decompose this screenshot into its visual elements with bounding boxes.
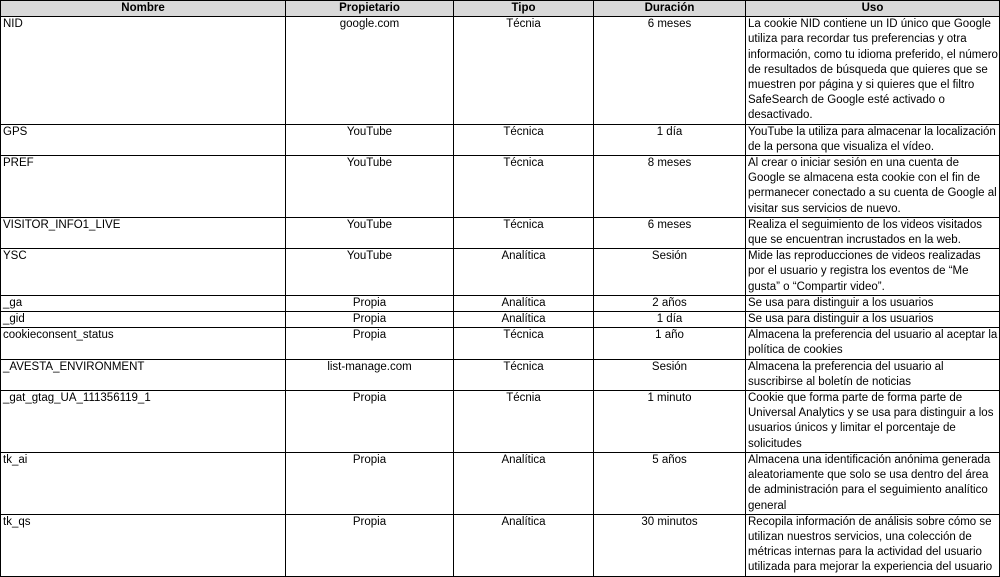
- cell-name: YSC: [1, 249, 286, 296]
- cell-duration: Sesión: [594, 359, 746, 390]
- cell-duration: 5 años: [594, 452, 746, 514]
- table-row: [1, 514, 1000, 576]
- cell-name: _ga: [1, 295, 286, 311]
- header-owner: Propietario: [286, 1, 454, 17]
- cell-type: Técnia: [454, 391, 594, 453]
- cell-type: Técnica: [454, 156, 594, 218]
- cell-duration: 1 año: [594, 328, 746, 359]
- cell-owner: Propia: [286, 514, 454, 576]
- table-row: [1, 249, 1000, 296]
- cell-name: GPS: [1, 124, 286, 155]
- cell-duration: 1 día: [594, 312, 746, 328]
- cell-use: Almacena la preferencia del usuario al aceptar la política de cookies: [746, 328, 1000, 359]
- cell-use: Se usa para distinguir a los usuarios: [746, 312, 1000, 328]
- cell-owner: YouTube: [286, 124, 454, 155]
- cell-type: Técnica: [454, 328, 594, 359]
- cell-type: Analítica: [454, 452, 594, 514]
- cell-owner: google.com: [286, 17, 454, 124]
- table-row: [1, 359, 1000, 390]
- table-row: [1, 156, 1000, 218]
- table-row: [1, 217, 1000, 248]
- cell-duration: 2 años: [594, 295, 746, 311]
- cell-name: PREF: [1, 156, 286, 218]
- cell-use: Cookie que forma parte de forma parte de Universal Analytics y se usa para distinguir a los usuarios únicos y limitar el porcentaje de solicitudes: [746, 391, 1000, 453]
- cell-name: VISITOR_INFO1_LIVE: [1, 217, 286, 248]
- table-row: [1, 328, 1000, 359]
- cell-owner: Propia: [286, 312, 454, 328]
- header-type: Tipo: [454, 1, 594, 17]
- cell-name: _gid: [1, 312, 286, 328]
- cell-duration: 8 meses: [594, 156, 746, 218]
- cell-owner: Propia: [286, 452, 454, 514]
- cell-duration: 6 meses: [594, 217, 746, 248]
- cell-type: Analítica: [454, 295, 594, 311]
- cell-owner: YouTube: [286, 156, 454, 218]
- cell-duration: Sesión: [594, 249, 746, 296]
- cell-owner: YouTube: [286, 217, 454, 248]
- cell-type: Técnica: [454, 124, 594, 155]
- cell-owner: YouTube: [286, 249, 454, 296]
- table-row: [1, 124, 1000, 155]
- table-header-row: [1, 1, 1000, 17]
- cell-duration: 6 meses: [594, 17, 746, 124]
- cell-owner: Propia: [286, 391, 454, 453]
- cell-name: _AVESTA_ENVIRONMENT: [1, 359, 286, 390]
- cell-use: La cookie NID contiene un ID único que Google utiliza para recordar tus preferencias y otra información, como tu idioma preferido, el número de resultados de búsqueda que quieres que se muestren por página y si quieres que el filtro SafeSearch de Google esté activado o desactivado.: [746, 17, 1000, 124]
- cell-type: Técnia: [454, 17, 594, 124]
- cell-type: Analítica: [454, 312, 594, 328]
- table-row: [1, 17, 1000, 124]
- cell-type: Técnica: [454, 359, 594, 390]
- header-duration: Duración: [594, 1, 746, 17]
- cell-duration: 1 día: [594, 124, 746, 155]
- cell-name: _gat_gtag_UA_111356119_1: [1, 391, 286, 453]
- cell-duration: 30 minutos: [594, 514, 746, 576]
- cell-use: Al crear o iniciar sesión en una cuenta de Google se almacena esta cookie con el fin de permanecer conectado a su cuenta de Google al visitar sus servicios de nuevo.: [746, 156, 1000, 218]
- cell-use: Almacena la preferencia del usuario al suscribirse al boletín de noticias: [746, 359, 1000, 390]
- cell-name: tk_qs: [1, 514, 286, 576]
- cell-use: Recopila información de análisis sobre cómo se utilizan nuestros servicios, una colección de métricas internas para la actividad del usuario utilizada para mejorar la experiencia del usuario: [746, 514, 1000, 576]
- cell-use: Almacena una identificación anónima generada aleatoriamente que solo se usa dentro del área de administración para el seguimiento analítico general: [746, 452, 1000, 514]
- cell-type: Analítica: [454, 514, 594, 576]
- cell-type: Técnica: [454, 217, 594, 248]
- cell-use: Realiza el seguimiento de los videos visitados que se encuentran incrustados en la web.: [746, 217, 1000, 248]
- cell-name: cookieconsent_status: [1, 328, 286, 359]
- table-row: [1, 452, 1000, 514]
- cell-owner: Propia: [286, 295, 454, 311]
- header-name: Nombre: [1, 1, 286, 17]
- cell-name: NID: [1, 17, 286, 124]
- table-row: [1, 391, 1000, 453]
- cell-owner: Propia: [286, 328, 454, 359]
- table-row: [1, 295, 1000, 311]
- header-use: Uso: [746, 1, 1000, 17]
- cell-owner: list-manage.com: [286, 359, 454, 390]
- cell-duration: 1 minuto: [594, 391, 746, 453]
- cell-name: tk_ai: [1, 452, 286, 514]
- table-row: [1, 312, 1000, 328]
- cell-type: Analítica: [454, 249, 594, 296]
- cell-use: Se usa para distinguir a los usuarios: [746, 295, 1000, 311]
- cell-use: YouTube la utiliza para almacenar la localización de la persona que visualiza el vídeo.: [746, 124, 1000, 155]
- cell-use: Mide las reproducciones de videos realizadas por el usuario y registra los eventos de “Me gusta” o “Compartir video”.: [746, 249, 1000, 296]
